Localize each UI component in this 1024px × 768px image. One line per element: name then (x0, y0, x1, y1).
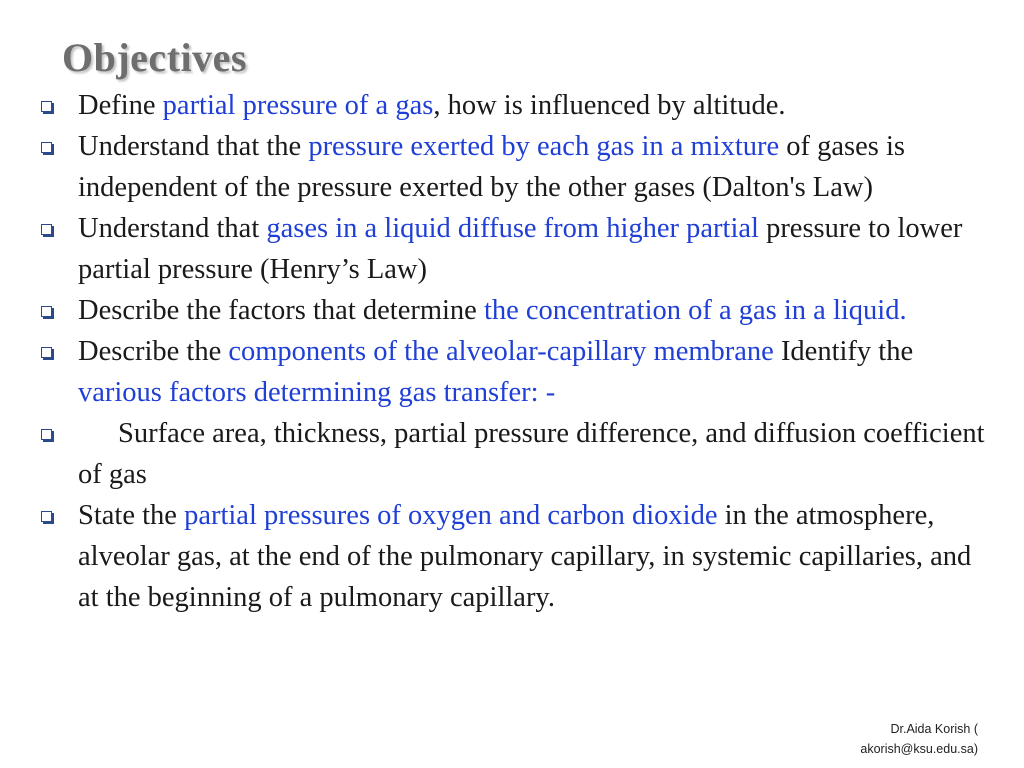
objective-text: Surface area, thickness, partial pressure difference, and diffusion coefficient of gas (78, 418, 985, 490)
slide-title: Objectives (62, 35, 247, 80)
objective-highlight: the concentration of a gas in a liquid. (483, 295, 907, 326)
objective-text: Describe the (78, 336, 229, 367)
objective-highlight: components of the alveolar-capillary membrane (228, 336, 774, 367)
objective-highlight: various factors determining gas transfer: - (78, 377, 556, 408)
square-bullet-icon (41, 429, 52, 440)
author-footer (860, 719, 978, 759)
square-bullet-icon (41, 101, 52, 112)
objective-highlight: pressure exerted by each gas in a mixture (308, 131, 780, 162)
objective-item (38, 413, 988, 495)
objective-text: in the atmosphere, alveolar gas, at the end of the pulmonary capillary, in systemic capillaries, and at the beginning of a pulmonary capillary. (78, 500, 972, 613)
objective-highlight: gases in a liquid diffuse from higher partial (266, 213, 759, 244)
objective-item (38, 126, 988, 208)
square-bullet-icon (41, 224, 52, 235)
objective-item (38, 85, 988, 126)
objective-item (38, 208, 988, 290)
objectives-list (38, 85, 988, 618)
objective-text: State the (78, 500, 185, 531)
objective-highlight: partial pressure of a gas (162, 90, 434, 121)
objective-text: Describe the factors that determine (78, 295, 484, 326)
objective-highlight: partial pressures of oxygen and carbon dioxide (184, 500, 718, 531)
square-bullet-icon (41, 347, 52, 358)
square-bullet-icon (41, 511, 52, 522)
square-bullet-icon (41, 306, 52, 317)
objective-text: Understand that (78, 213, 267, 244)
objective-item (38, 331, 988, 413)
objective-text: of gases is independent of the pressure exerted by the other gases (Dalton's Law) (78, 131, 906, 203)
objective-item (38, 495, 988, 618)
objective-text: Define (78, 90, 163, 121)
objective-text: pressure to lower partial pressure (Henry’s Law) (78, 213, 963, 285)
footer-email: akorish@ksu.edu.sa) (860, 742, 978, 756)
objective-text: Understand that the (78, 131, 309, 162)
objective-item (38, 290, 988, 331)
footer-author: Dr.Aida Korish ( (890, 722, 978, 736)
objective-text: , how is influenced by altitude. (433, 90, 786, 121)
objective-text: Identify the (773, 336, 914, 367)
square-bullet-icon (41, 142, 52, 153)
